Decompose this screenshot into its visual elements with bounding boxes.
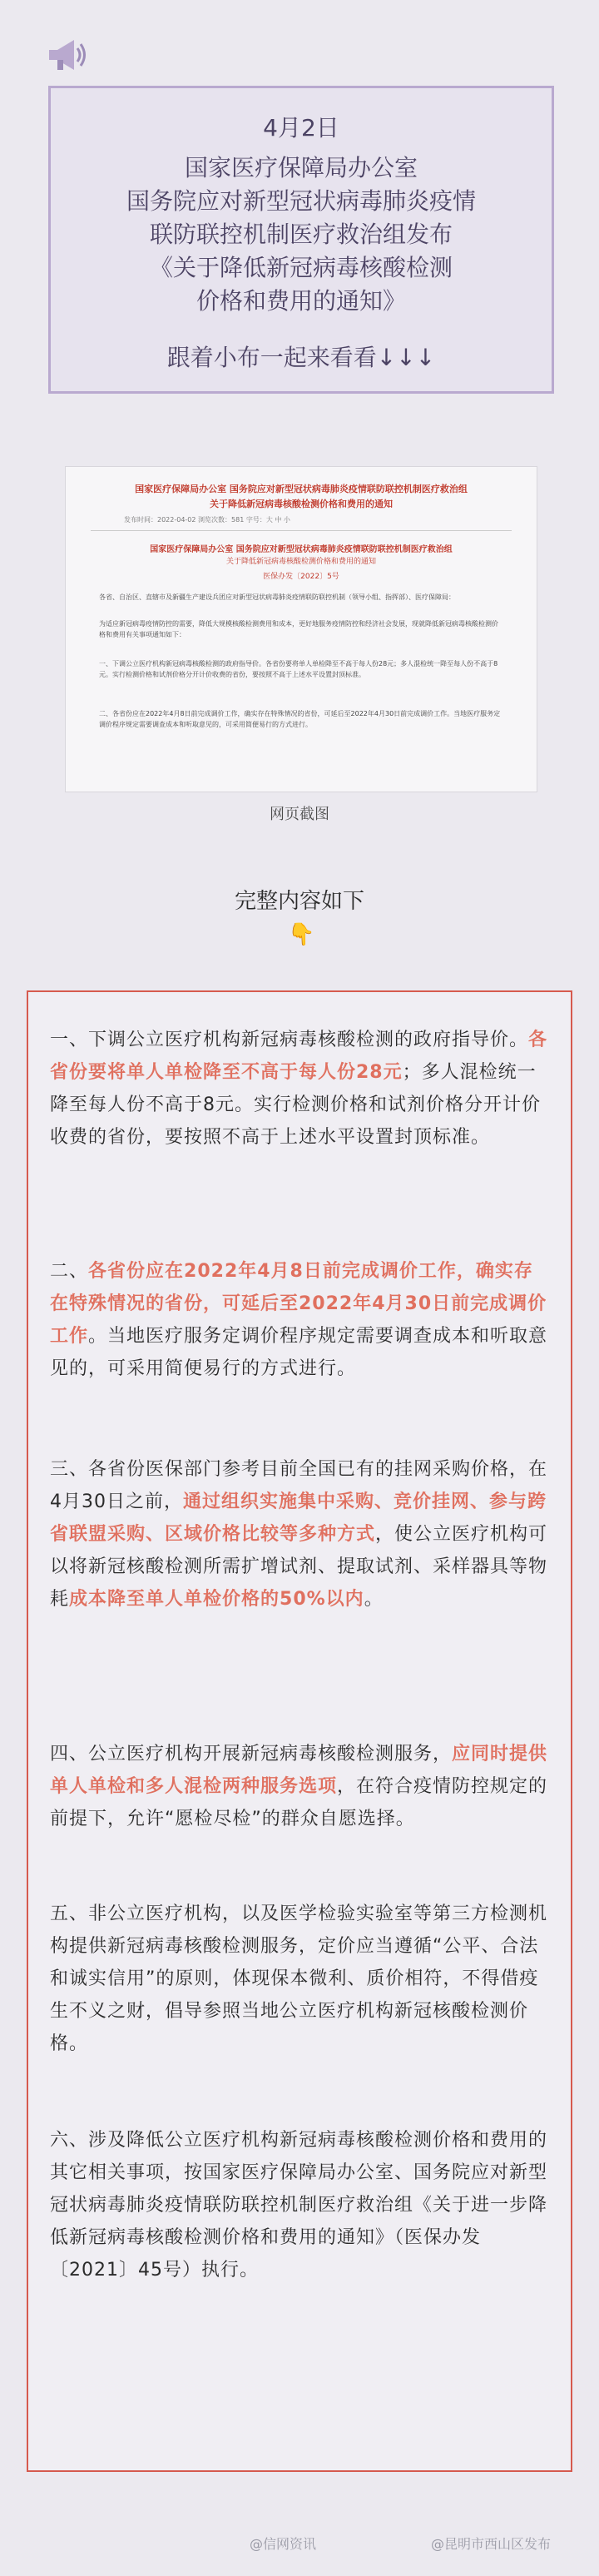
p3-highlight-1: 通过组织实施集中采购、竞价挂网、参与跨省联盟采购、区域价格比较等多种方式 — [50, 1491, 547, 1545]
p3-text-e: 。 — [364, 1589, 384, 1610]
shot-title-2: 关于降低新冠病毒核酸检测价格和费用的通知 — [210, 499, 393, 509]
paragraph-3 — [50, 1453, 549, 1616]
footer-source-left: @信网资讯 — [250, 2536, 317, 2552]
content-card — [27, 990, 572, 2472]
shot-body-title-2: 关于降低新冠病毒核酸检测价格和费用的通知 — [225, 558, 376, 566]
footer-source-right: @昆明市西山区发布 — [431, 2536, 552, 2552]
p3-highlight-2: 成本降至单人单检价格的50%以内 — [69, 1589, 364, 1610]
p1-highlight: 各省份要将单人单检降至不高于每人份28元 — [50, 1030, 548, 1083]
shot-body-title-1: 国家医疗保障局办公室 国务院应对新型冠状病毒肺炎疫情联防联控机制医疗救治组 — [150, 545, 453, 554]
shot-meta: 发布时间：2022-04-02 浏览次数：581 字号：大 中 小 — [124, 516, 290, 524]
header-org-3: 联防联控机制医疗救治组发布 — [149, 221, 453, 248]
paragraph-5: 五、非公立医疗机构，以及医学检验实验室等第三方检测机构提供新冠病毒核酸检测服务，定价应当遵循“公平、合法和诚实信用”的原则，体现保本微利、质价相符，不得借疫生不义之财，倡导参照当地公立医疗机构新冠核酸检测价格。 — [50, 1903, 548, 2054]
p4-text-c: ，在符合疫情防控规定的前提下，允许“愿检尽检”的群众自愿选择。 — [50, 1776, 548, 1829]
pointing-down-icon: 👇 — [288, 922, 315, 947]
header-title-1: 《关于降低新冠病毒核酸检测 — [149, 254, 453, 281]
p2-highlight: 各省份应在2022年4月8日前完成调价工作，确实存在特殊情况的省份，可延后至2022年4月30日前完成调价工作 — [50, 1261, 547, 1347]
shot-title-1: 国家医疗保障局办公室 国务院应对新型冠状病毒肺炎疫情联防联控机制医疗救治组 — [135, 484, 468, 494]
paragraph-1 — [50, 1024, 549, 1154]
shot-para-2: 为适应新冠病毒疫情防控的需要，降低大规模核酸检测费用和成本，更好地服务疫情防控和经济社会发展，现就降低新冠病毒核酸检测价格和费用有关事项通知如下： — [99, 620, 498, 638]
header-card — [48, 86, 554, 394]
header-org-1: 国家医疗保障局办公室 — [184, 154, 418, 181]
paragraph-4 — [50, 1738, 549, 1835]
megaphone-icon — [46, 35, 89, 75]
shot-para-1: 各省、自治区、直辖市及新疆生产建设兵团应对新型冠状病毒肺炎疫情联防联控机制（领导小组、指挥部）、医疗保障局： — [99, 593, 455, 601]
p2-text-a: 二、 — [50, 1261, 89, 1282]
header-date: 4月2日 — [263, 114, 339, 141]
webpage-screenshot — [65, 466, 537, 792]
shot-para-4: 二、各省份应在2022年4月8日前完成调价工作，确实存在特殊情况的省份，可延后至2022年4月30日前完成调价工作。当地医疗服务定调价程序规定需要调查成本和听取意见的，可采用简便易行的方式进行。 — [99, 710, 501, 728]
shot-para-3: 一、下调公立医疗机构新冠病毒核酸检测的政府指导价。各省份要将单人单检降至不高于每人份28元；多人混检统一降至每人份不高于8元。实行检测价格和试剂价格分开计价收费的省份，要按照不高于上述水平设置封顶标准。 — [99, 660, 498, 678]
paragraph-6: 六、涉及降低公立医疗机构新冠病毒核酸检测价格和费用的其它相关事项，按国家医疗保障局办公室、国务院应对新型冠状病毒肺炎疫情联防联控机制医疗救治组《关于进一步降低新冠病毒核酸检测价格和费用的通知》（医保办发〔2021〕45号）执行。 — [50, 2130, 548, 2281]
shot-divider — [91, 530, 512, 531]
follow-text: 跟着小布一起来看看↓↓↓ — [166, 344, 436, 371]
p3-text-a: 三、各省份医保部门参考目前全国已有的挂网采购价格，在4月30日之前， — [50, 1459, 548, 1512]
p1-text-c: ；多人混检统一降至每人份不高于8元。实行检测价格和试剂价格分开计价收费的省份，要按照不高于上述水平设置封顶标准。 — [50, 1062, 541, 1148]
shot-doc-no: 医保办发〔2022〕5号 — [263, 573, 339, 581]
section-title: 完整内容如下 — [234, 889, 364, 914]
paragraph-2 — [50, 1255, 549, 1385]
header-org-2: 国务院应对新型冠状病毒肺炎疫情 — [126, 187, 476, 215]
p4-text-a: 四、公立医疗机构开展新冠病毒核酸检测服务， — [50, 1744, 453, 1764]
p1-text-a: 一、下调公立医疗机构新冠病毒核酸检测的政府指导价。 — [50, 1030, 529, 1050]
p2-text-c: 。当地医疗服务定调价程序规定需要调查成本和听取意见的，可采用简便易行的方式进行。 — [50, 1326, 548, 1379]
header-title-2: 价格和费用的通知》 — [196, 287, 406, 315]
screenshot-caption: 网页截图 — [270, 806, 329, 823]
p3-text-c: ，使公立医疗机构可以将新冠核酸检测所需扩增试剂、提取试剂、采样器具等物耗 — [50, 1524, 548, 1610]
p4-highlight: 应同时提供单人单检和多人混检两种服务选项 — [50, 1744, 548, 1797]
